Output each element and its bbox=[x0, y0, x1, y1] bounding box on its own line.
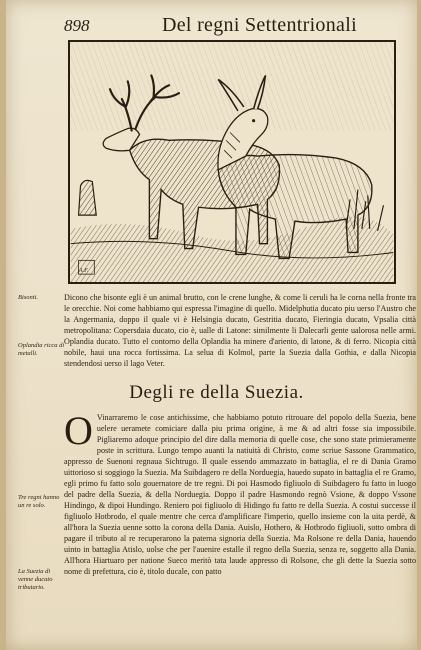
book-page bbox=[6, 0, 417, 650]
running-title: Del regni Settentrionali bbox=[162, 14, 357, 36]
bison-woodcut-image bbox=[70, 42, 394, 282]
page-number: 898 bbox=[64, 16, 90, 35]
side-note-suezia: La Suezia di venne ducato tributario. bbox=[18, 568, 53, 591]
paragraph-kings-text: Vinarraremo le cose antichissime, che habbiamo potuto ritrouare del popolo della Suezia, bene uelere ueramete comiciare dalla piu prima origine, à me & ad altri fosse sia impossibile. Pigliaremo adoque principio del dire dalla memoria di quelle cose, che sono state primieramente poste in scrittura. Lungo tempo auanti la natiuità di Christo, come scriue Sassone Grammatico, appresso de Suenoni regnaua Sichtrugo. Il quale essendo ammazzato in battaglia, el re di Dania Gramo uittorioso si soggiogo la Suezia. Ma Suibdagero re della Norduegia, hauedo supato in battaglia el re Gramo, egli primo fu fatto solo gouernatore de tre regni. Di poi Hasmodo figliuolo di Suibdagero fu fatto in luogo del padre della Suezia, & della Norduegia. Doppo il padre Hasmondo regnò Vsione, & doppo Vssone Hindingo, & dipoi Hundingo. Reniero poi figliuolo di Hidingo fu fatto re della Suezia. A costui successe il figliuolo Hotbrodo, el quale mentre che cerca d'amplificare l'imperio, quello insieme con la uita perdè, & all'hora la Suezia uenne sotto la corona della Dania. Auislo, Hothero, & Hotbrodo figliuoli, sotto ombra di pagare il tributo al re recuperarono la paterna signoria della Suezia. Ma Rolsone re della Dania, hauendo uinto in battaglia Atislo, uolse che per l'auenire estalle il regno della Suezia, senza re, soggetto alla Dania. All'hora Hiartuaro per natione Sueco meritò tata laude appresso di Rolsone, che gli dette la Suezia sotto nome di prefettura, cio è, titolo ducale, con patto bbox=[64, 413, 416, 576]
page-header bbox=[64, 14, 414, 38]
side-note-oplandia: Oplandia ricca di metalli. bbox=[18, 342, 65, 357]
paragraph-bison-text: Dicono che bisonte egli è un animal brutto, con le crene lunghe, & come li ceruli ha le corna nella fronte tra le orecchie. Noi come habbiamo qui espressa l'imagine di quello. Midelphutia ducato piu uerso l'Austro che la Angermania, doppo il quale vi è Helsingia ducato, Gestritia ducato, Fieringia ducato, Vpsalia città metropolitana: Copersdaia ducato, cio è, ualle di Latone: similmente li Dalecarli gente ualorosa nelle armi. Oplandia ducato. Tutto el contorno della Oplandia ha minere d'ariento, di latone, & di ferro. Nicopia città nobile, haui una rocca fortissima. La selua di Kolmol, parte la Suezia dalla Gothia, e dalla Nicopia stendendosi uerso il lago Veter. bbox=[64, 293, 416, 368]
woodcut-illustration bbox=[68, 40, 396, 284]
paragraph-kings bbox=[64, 408, 416, 577]
chapter-heading: Degli re della Suezia. bbox=[129, 382, 304, 403]
side-note-bisonti: Bisonti. bbox=[18, 294, 39, 301]
paragraph-bison bbox=[64, 292, 416, 369]
drop-cap: O bbox=[64, 408, 93, 453]
side-note-tre-regni: Tre regni hanno un re solo. bbox=[18, 494, 60, 509]
woodcut-monogram: A.F. bbox=[79, 268, 89, 274]
